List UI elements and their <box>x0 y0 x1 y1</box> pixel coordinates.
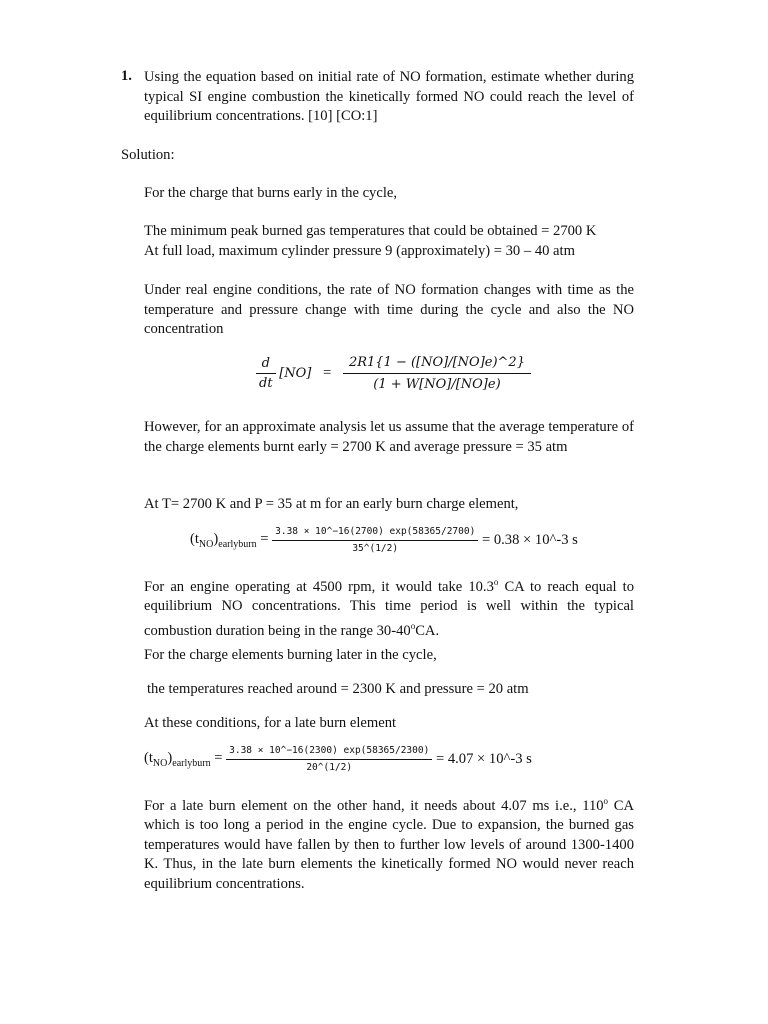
paragraph-real-conditions: Under real engine conditions, the rate of NO formation changes with time as the temperature and pressure change with time during the cycle and also the NO concentration <box>144 282 634 337</box>
late-burn-lhs: $(t_{NO})_{earlyburn}$ = <box>144 750 223 769</box>
rate-equation-equals: = <box>323 365 332 381</box>
late-burn-equation <box>144 745 532 774</box>
line-later-temperatures: the temperatures reached around = 2300 K and pressure = 20 atm <box>147 681 529 697</box>
late-burn-denominator: 20^(1/2) <box>306 762 353 773</box>
late-burn-fraction <box>226 745 432 774</box>
early-burn-fraction <box>272 526 478 555</box>
late-burn-result: = 4.07 × 10^-3 s <box>435 751 532 767</box>
line-full-load-pressure: At full load, maximum cylinder pressure 9 (approximately) = 30 – 40 atm <box>144 243 575 259</box>
early-burn-denominator: 35^(1/2) <box>352 543 399 554</box>
rate-equation-numerator: 2R1{1 − ([NO]/[NO]e)^2} <box>343 355 531 374</box>
early-burn-result: = 0.38 × 10^-3 s <box>481 532 578 548</box>
line-at-conditions-early: At T= 2700 K and P = 35 at m for an early burn charge element, <box>144 496 519 512</box>
paragraph-early-charge: For the charge that burns early in the cycle, <box>144 185 398 201</box>
early-burn-lhs: $(t_{NO})_{earlyburn}$ = <box>190 531 269 550</box>
rate-equation <box>256 355 531 392</box>
rate-equation-denominator: (1 + W[NO]/[NO]e) <box>373 377 501 392</box>
late-burn-numerator: 3.38 × 10^−16(2300) exp(58365/2300) <box>226 745 432 760</box>
question-text: Using the equation based on initial rate of NO formation, estimate whether during typical SI engine combustion the kinetically formed NO could reach the level of equilibrium concentrations. [10] [CO:1] <box>144 69 634 124</box>
rate-equation-lhs: [NO] <box>279 366 312 381</box>
paragraph-approximate-analysis: However, for an approximate analysis let us assume that the average temperature of the charge elements burnt early = 2700 K and average pressure = 35 atm <box>144 419 634 455</box>
solution-heading: Solution: <box>121 147 175 163</box>
early-burn-numerator: 3.38 × 10^−16(2700) exp(58365/2700) <box>272 526 478 541</box>
derivative-operator: $\frac{d}{dt}$ <box>256 356 276 391</box>
line-late-burn-conditions: At these conditions, for a late burn element <box>144 715 397 731</box>
paragraph-engine-rpm: For an engine operating at 4500 rpm, it would take 10.3$^o$ CA to reach equal to equilibrium NO concentrations. This time period is well within the typical combustion duration being in the range 30-40$^o$CA. <box>144 577 635 639</box>
rate-equation-fraction <box>343 355 531 392</box>
paragraph-later-charge: For the charge elements burning later in the cycle, <box>144 647 437 663</box>
paragraph-conclusion: For a late burn element on the other hand, it needs about 4.07 ms i.e., 110$^o$ CA which is too long a period in the engine cycle. Due to expansion, the burned gas temperatures would have fallen by then to further low levels of around 1300-1400 K. Thus, in the late burn elements the kinetically formed NO would never reach equilibrium concentrations. <box>144 796 635 892</box>
line-min-temperature: The minimum peak burned gas temperatures that could be obtained = 2700 K <box>144 223 597 239</box>
question-number: 1. <box>121 68 132 84</box>
early-burn-equation <box>190 526 578 555</box>
